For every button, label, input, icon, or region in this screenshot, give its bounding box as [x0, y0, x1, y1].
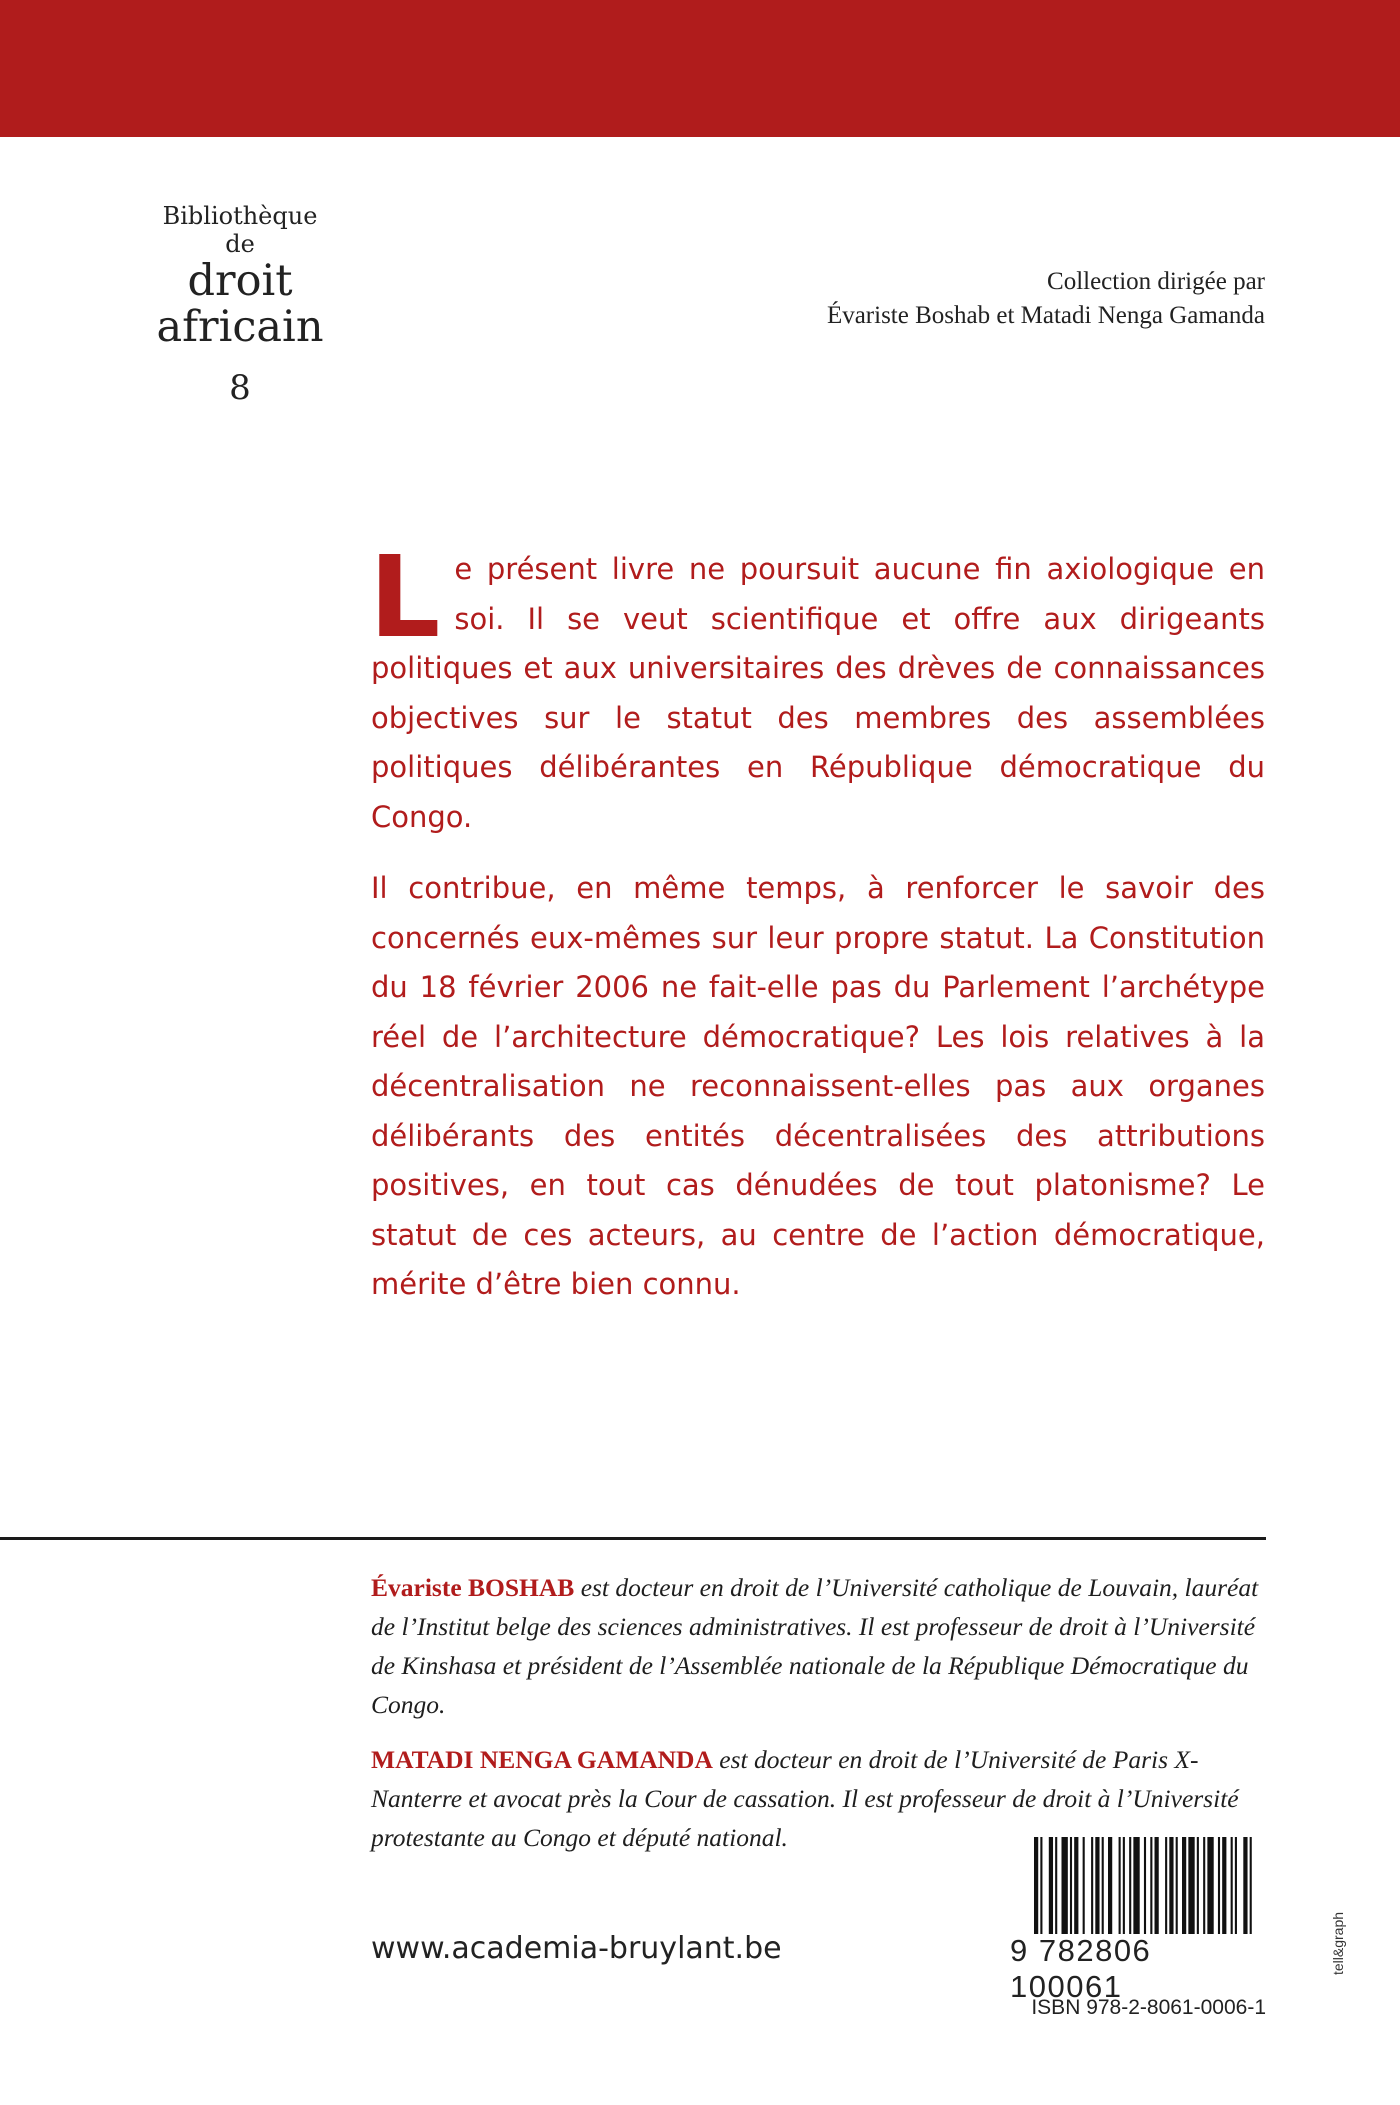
barcode-bar	[1155, 1837, 1159, 1934]
barcode-bar	[1095, 1837, 1099, 1934]
isbn-barcode	[1034, 1837, 1256, 1934]
barcode-bar	[1049, 1837, 1053, 1934]
divider-rule	[0, 1537, 1266, 1540]
author-bio-text-1: est docteur en droit de l’Université catholique de Louvain, lauréat de l’Institut belge des sciences administratives. Il est professeur de droit à l’Université de Kinshasa et président de l’Assemblée nationale de la République Démocratique du Congo.	[371, 1573, 1259, 1719]
collection-label: Collection dirigée par	[1047, 268, 1265, 295]
barcode-bar	[1231, 1837, 1233, 1934]
barcode-digits: 9 782806 100061	[1010, 1933, 1152, 2004]
series-volume-number: 8	[229, 368, 251, 408]
barcode-bar	[1102, 1837, 1104, 1934]
barcode-bar	[1040, 1837, 1042, 1934]
barcode-bar	[1243, 1837, 1247, 1934]
barcode-bar	[1207, 1837, 1213, 1934]
publisher-website: www.academia-bruylant.be	[371, 1931, 782, 1966]
author-name-2: MATADI NENGA GAMANDA	[371, 1745, 713, 1774]
barcode-bar	[1133, 1837, 1139, 1934]
barcode-bar	[1197, 1837, 1199, 1934]
barcode-bar	[1188, 1837, 1194, 1934]
printer-credit: tell&graph	[1330, 1911, 1346, 1975]
barcode-bar	[1083, 1837, 1085, 1934]
barcode-bar	[1182, 1837, 1186, 1934]
barcode-bar	[1250, 1837, 1252, 1934]
top-color-band	[0, 0, 1400, 137]
author-bio-text-2: est docteur en droit de l’Université de Paris X-Nanterre et avocat près la Cour de cassation. Il est professeur de droit à l’Université protestante au Congo et député national.	[371, 1745, 1239, 1852]
series-logo	[150, 202, 330, 408]
collection-editors	[827, 265, 1265, 333]
blurb-paragraph-1	[369, 533, 1265, 842]
author-bios	[371, 1568, 1271, 1873]
drop-cap: L	[369, 533, 441, 663]
barcode-bar	[1123, 1837, 1125, 1934]
series-title-line2: africain	[156, 302, 324, 352]
barcode-bar	[1218, 1837, 1220, 1934]
barcode-bar	[1169, 1837, 1173, 1934]
author-bio-1	[371, 1568, 1271, 1724]
barcode-bar	[1119, 1837, 1121, 1934]
author-name-1: Évariste BOSHAB	[371, 1573, 575, 1602]
back-cover-blurb	[369, 533, 1265, 1332]
barcode-bar	[1108, 1837, 1112, 1934]
barcode-bar	[1074, 1837, 1078, 1934]
barcode-bar	[1144, 1837, 1146, 1934]
isbn-number: ISBN 978-2-8061-0006-1	[1031, 1996, 1266, 2019]
barcode-bar	[1070, 1837, 1072, 1934]
barcode-bar	[1150, 1837, 1152, 1934]
barcode-bar	[1091, 1837, 1093, 1934]
series-title-line1: droit	[187, 256, 293, 306]
collection-directors: Évariste Boshab et Matadi Nenga Gamanda	[826, 302, 1265, 329]
series-label: Bibliothèque de	[162, 202, 318, 258]
barcode-bar	[1176, 1837, 1178, 1934]
barcode-bar	[1034, 1837, 1038, 1934]
barcode-bar	[1055, 1837, 1057, 1934]
barcode-bar	[1061, 1837, 1067, 1934]
barcode-bar	[1222, 1837, 1226, 1934]
barcode-bar	[1129, 1837, 1131, 1934]
blurb-paragraph-2: Il contribue, en même temps, à renforcer le savoir des concernés eux-mêmes sur leur propre statut. La Constitution du 18 février 2006 ne fait-elle pas du Parlement l’archétype réel de l’architecture démocratique? Les lois relatives à la décentralisation ne reconnaissent-elles pas aux organes délibérants des entités décentralisées des attributions positives, en tout cas dénudées de tout platonisme? Le statut de ces acteurs, au centre de l’action démocratique, mérite d’être bien connu.	[371, 871, 1265, 1301]
blurb-paragraph-1-text: e présent livre ne poursuit aucune fin axiologique en soi. Il se veut scientifique et offre aux dirigeants politiques et aux universitaires des drèves de connaissances objectives sur le statut des membres des assemblées politiques délibérantes en République démocratique du Congo.	[371, 552, 1265, 834]
barcode-bar	[1235, 1837, 1237, 1934]
barcode-bar	[1165, 1837, 1167, 1934]
barcode-bar	[1203, 1837, 1205, 1934]
